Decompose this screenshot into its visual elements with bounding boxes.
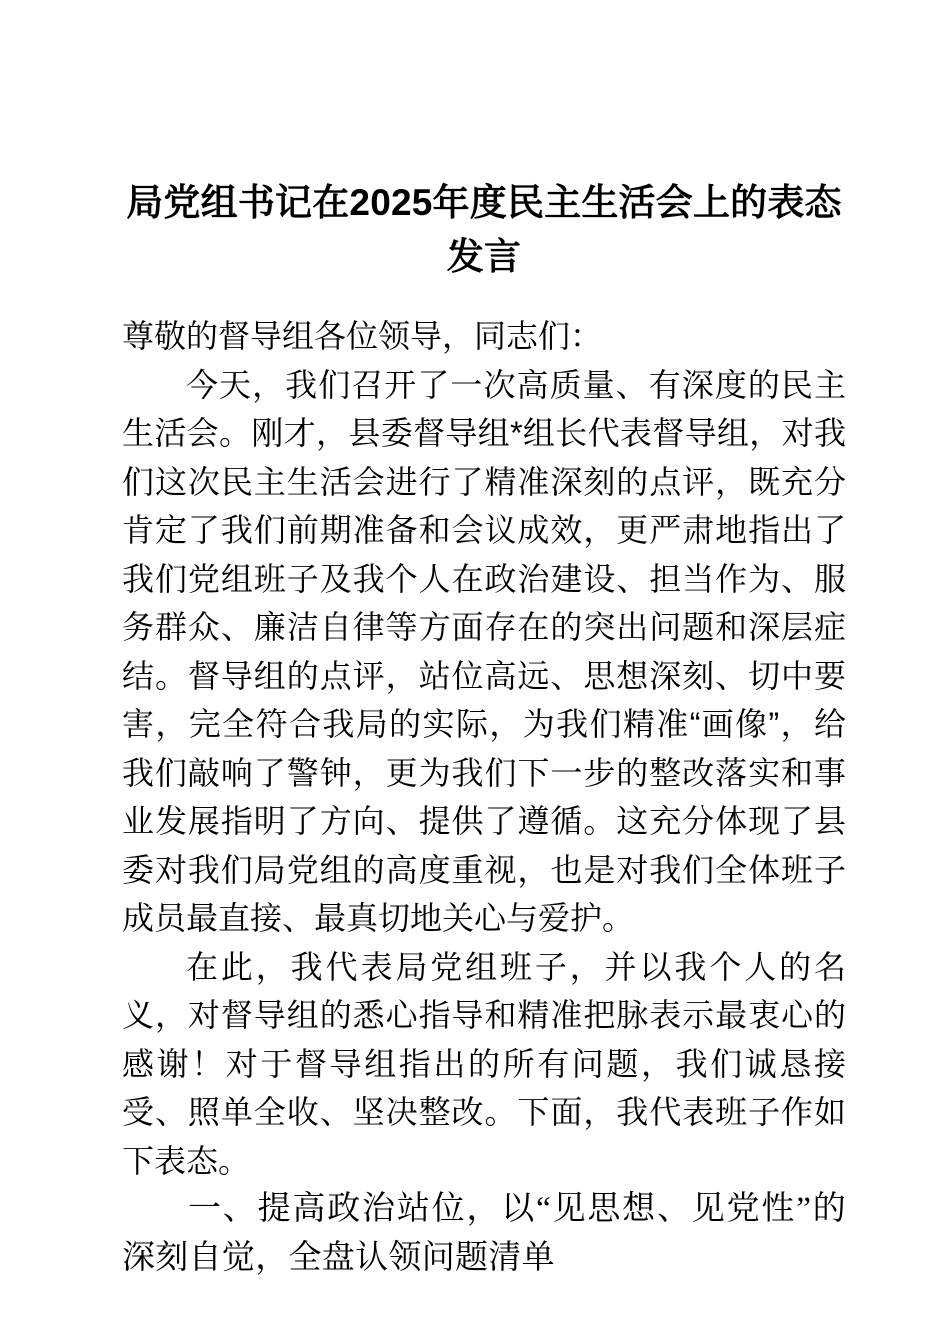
document-title: 局党组书记在2025年度民主生活会上的表态发言 [126,182,842,277]
salutation-line: 尊敬的督导组各位领导，同志们： [122,318,603,354]
paragraph-1: 今天，我们召开了一次高质量、有深度的民主生活会。刚才，县委督导组*组长代表督导组，对我们这次民主生活会进行了精准深刻的点评，既充分肯定了我们前期准备和会议成效，更严肃地指出了我们党组班子及我个人在政治建设、担当作为、服务群众、廉洁自律等方面存在的突出问题和深层症结。督导组的点评，站位高远、思想深刻、切中要害，完全符合我局的实际，为我们精准“画像”，给我们敲响了警钟，更为我们下一步的整改落实和事业发展指明了方向、提供了遵循。这充分体现了县委对我们局党组的高度重视，也是对我们全体班子成员最直接、最真切地关心与爱护。 [122,366,846,936]
document-body [122,0,846,1282]
section-heading-1: 一、提高政治站位，以“见思想、见党性”的深刻自觉，全盘认领问题清单 [122,1191,846,1276]
paragraph-2: 在此，我代表局党组班子，并以我个人的名义，对督导组的悉心指导和精准把脉表示最衷心的感谢！对于督导组指出的所有问题，我们诚恳接受、照单全收、坚决整改。下面，我代表班子作如下表态。 [122,948,846,1179]
